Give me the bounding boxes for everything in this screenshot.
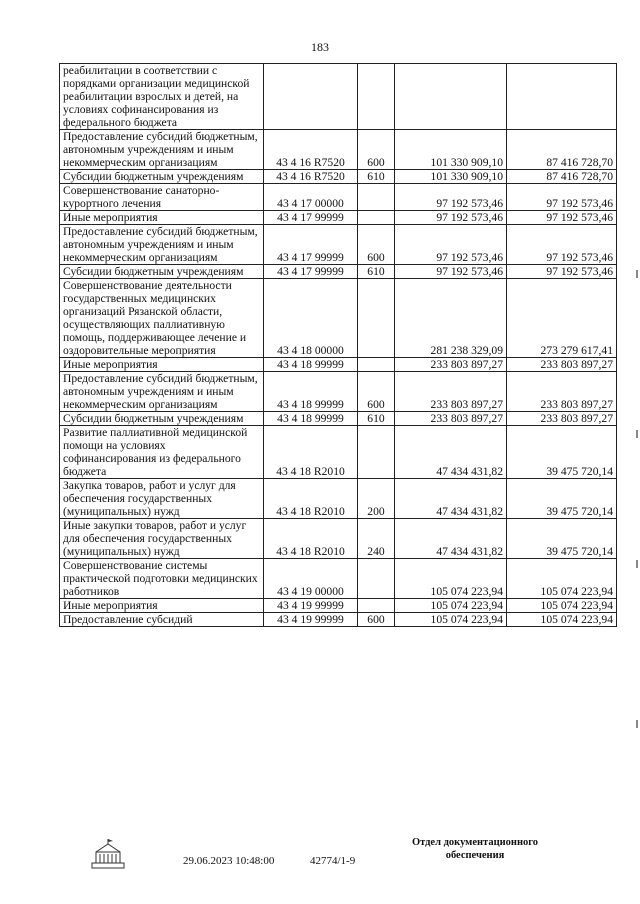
row-expense-type: [358, 559, 395, 599]
row-code: [264, 64, 358, 130]
footer-datetime: 29.06.2023 10:48:00: [183, 855, 275, 867]
row-sum-year2: 97 192 573,46: [507, 184, 617, 211]
table-row: [60, 412, 617, 426]
row-name: Предоставление субсидий бюджетным, автономным учреждениям и иным некоммерческим организациям: [60, 372, 264, 412]
table-row: [60, 225, 617, 265]
row-code: 43 4 18 R2010: [264, 426, 358, 479]
table-row: [60, 372, 617, 412]
row-sum-year1: 101 330 909,10: [395, 170, 507, 184]
row-sum-year1: 281 238 329,09: [395, 279, 507, 358]
row-code: 43 4 19 99999: [264, 613, 358, 627]
row-name: Предоставление субсидий: [60, 613, 264, 627]
row-sum-year1: 47 434 431,82: [395, 479, 507, 519]
row-sum-year2: 39 475 720,14: [507, 479, 617, 519]
row-name: Иные закупки товаров, работ и услуг для обеспечения государственных (муниципальных) нужд: [60, 519, 264, 559]
footer-doc-number: 42774/1-9: [310, 855, 356, 867]
row-sum-year1: 233 803 897,27: [395, 358, 507, 372]
row-code: 43 4 17 99999: [264, 265, 358, 279]
table-row: [60, 279, 617, 358]
row-expense-type: 600: [358, 613, 395, 627]
row-name: Предоставление субсидий бюджетным, автономным учреждениям и иным некоммерческим организациям: [60, 225, 264, 265]
row-sum-year2: 97 192 573,46: [507, 225, 617, 265]
budget-table-body: [60, 64, 617, 627]
row-sum-year1: 233 803 897,27: [395, 412, 507, 426]
row-name: Совершенствование системы практической подготовки медицинских работников: [60, 559, 264, 599]
row-name: Предоставление субсидий бюджетным, автономным учреждениям и иным некоммерческим организациям: [60, 130, 264, 170]
row-name: реабилитации в соответствии с порядками организации медицинской реабилитации взрослых и детей, на условиях софинансирования из федерального бюджета: [60, 64, 264, 130]
row-code: 43 4 18 R2010: [264, 519, 358, 559]
row-name: Иные мероприятия: [60, 358, 264, 372]
row-sum-year1: 97 192 573,46: [395, 225, 507, 265]
row-expense-type: 610: [358, 265, 395, 279]
row-name: Совершенствование деятельности государственных медицинских организаций Рязанской области, осуществляющих паллиативную помощь, поддерживающее лечение и оздоровительные мероприятия: [60, 279, 264, 358]
row-sum-year1: 233 803 897,27: [395, 372, 507, 412]
row-code: 43 4 16 R7520: [264, 170, 358, 184]
table-row: [60, 64, 617, 130]
row-expense-type: 610: [358, 170, 395, 184]
row-expense-type: 600: [358, 130, 395, 170]
row-expense-type: 600: [358, 225, 395, 265]
row-code: 43 4 18 00000: [264, 279, 358, 358]
row-sum-year1: 97 192 573,46: [395, 265, 507, 279]
scan-mark: [636, 720, 638, 728]
footer-department: Отдел документационного обеспечения: [411, 837, 539, 861]
row-sum-year1: 97 192 573,46: [395, 211, 507, 225]
row-sum-year2: 39 475 720,14: [507, 519, 617, 559]
row-sum-year2: [507, 64, 617, 130]
row-code: 43 4 17 99999: [264, 225, 358, 265]
scan-mark: [636, 270, 638, 278]
row-sum-year2: 105 074 223,94: [507, 599, 617, 613]
row-sum-year2: 39 475 720,14: [507, 426, 617, 479]
row-sum-year2: 233 803 897,27: [507, 412, 617, 426]
row-name: Иные мероприятия: [60, 599, 264, 613]
row-sum-year2: 105 074 223,94: [507, 613, 617, 627]
row-expense-type: 240: [358, 519, 395, 559]
row-expense-type: [358, 426, 395, 479]
row-sum-year1: [395, 64, 507, 130]
table-row: [60, 184, 617, 211]
row-name: Совершенствование санаторно-курортного лечения: [60, 184, 264, 211]
table-row: [60, 170, 617, 184]
row-name: Субсидии бюджетным учреждениям: [60, 412, 264, 426]
row-sum-year2: 233 803 897,27: [507, 358, 617, 372]
table-row: [60, 599, 617, 613]
row-expense-type: 600: [358, 372, 395, 412]
row-sum-year2: 105 074 223,94: [507, 559, 617, 599]
row-sum-year2: 87 416 728,70: [507, 130, 617, 170]
row-sum-year1: 105 074 223,94: [395, 613, 507, 627]
row-name: Субсидии бюджетным учреждениям: [60, 170, 264, 184]
row-sum-year2: 233 803 897,27: [507, 372, 617, 412]
table-row: [60, 211, 617, 225]
row-expense-type: [358, 64, 395, 130]
row-sum-year2: 273 279 617,41: [507, 279, 617, 358]
row-code: 43 4 18 99999: [264, 358, 358, 372]
row-code: 43 4 18 R2010: [264, 479, 358, 519]
row-expense-type: [358, 599, 395, 613]
budget-table: [59, 63, 617, 627]
row-sum-year1: 47 434 431,82: [395, 519, 507, 559]
scan-mark: [636, 560, 638, 568]
row-name: Закупка товаров, работ и услуг для обеспечения государственных (муниципальных) нужд: [60, 479, 264, 519]
table-row: [60, 130, 617, 170]
row-sum-year1: 101 330 909,10: [395, 130, 507, 170]
row-expense-type: [358, 279, 395, 358]
row-sum-year1: 97 192 573,46: [395, 184, 507, 211]
row-sum-year2: 97 192 573,46: [507, 211, 617, 225]
table-row: [60, 358, 617, 372]
row-name: Развитие паллиативной медицинской помощи на условиях софинансирования из федерального бюджета: [60, 426, 264, 479]
row-expense-type: [358, 358, 395, 372]
row-sum-year2: 97 192 573,46: [507, 265, 617, 279]
row-sum-year2: 87 416 728,70: [507, 170, 617, 184]
row-code: 43 4 19 00000: [264, 559, 358, 599]
table-row: [60, 559, 617, 599]
table-row: [60, 426, 617, 479]
emblem-icon: [88, 838, 128, 870]
row-name: Иные мероприятия: [60, 211, 264, 225]
row-code: 43 4 19 99999: [264, 599, 358, 613]
row-expense-type: 610: [358, 412, 395, 426]
row-expense-type: 200: [358, 479, 395, 519]
table-row: [60, 519, 617, 559]
row-code: 43 4 17 00000: [264, 184, 358, 211]
row-expense-type: [358, 211, 395, 225]
scan-mark: [636, 430, 638, 438]
row-code: 43 4 18 99999: [264, 412, 358, 426]
row-code: 43 4 17 99999: [264, 211, 358, 225]
row-code: 43 4 16 R7520: [264, 130, 358, 170]
row-sum-year1: 105 074 223,94: [395, 559, 507, 599]
row-code: 43 4 18 99999: [264, 372, 358, 412]
row-name: Субсидии бюджетным учреждениям: [60, 265, 264, 279]
row-expense-type: [358, 184, 395, 211]
page-number: 183: [311, 40, 329, 54]
row-sum-year1: 47 434 431,82: [395, 426, 507, 479]
table-row: [60, 265, 617, 279]
table-row: [60, 613, 617, 627]
table-row: [60, 479, 617, 519]
row-sum-year1: 105 074 223,94: [395, 599, 507, 613]
